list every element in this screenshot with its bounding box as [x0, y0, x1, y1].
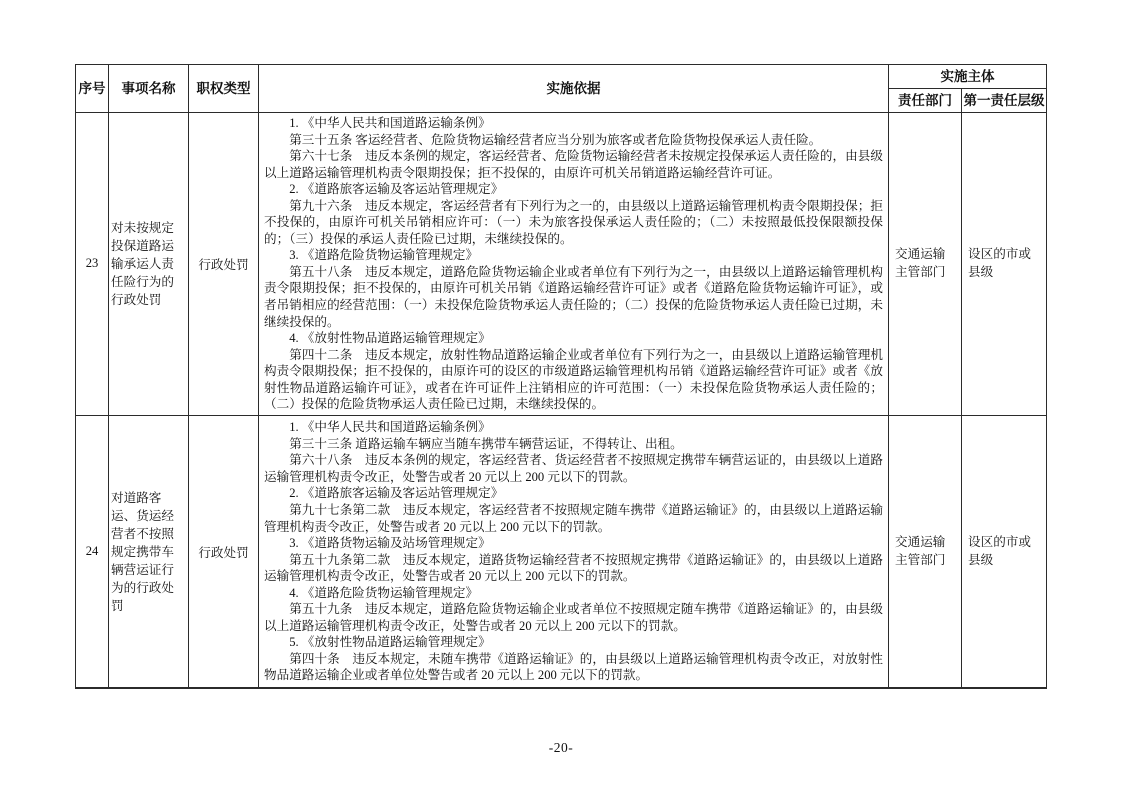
- table-row-23: [76, 113, 1047, 416]
- basis-paragraph: 第五十九条第二款 违反本规定，道路货物运输经营者不按照规定携带《道路运输证》的，由县级以上道路运输管理机构责令改正，处警告或者 20 元以上 200 元以下的罚款。: [264, 552, 883, 584]
- basis-paragraph: 3. 《道路危险货物运输管理规定》: [289, 248, 479, 263]
- header-first-responsibility-level: 第一责任层级: [962, 89, 1047, 113]
- cell-first-responsibility-level: 设区的市或县级: [962, 113, 1047, 416]
- table-header: [76, 65, 1047, 113]
- basis-paragraph: 第三十三条 道路运输车辆应当随车携带车辆营运证，不得转让、出租。: [289, 436, 683, 451]
- basis-paragraph: 5. 《放射性物品道路运输管理规定》: [289, 635, 491, 650]
- header-item-name: 事项名称: [109, 65, 189, 113]
- basis-paragraph: 第六十七条 违反本条例的规定，客运经营者、危险货物运输经营者未按规定投保承运人责任险的，由县级以上道路运输管理机构责令限期投保；拒不投保的，由原许可机关吊销道路运输经营许可证。: [264, 149, 883, 180]
- cell-first-responsibility-level: 设区的市或县级: [962, 415, 1047, 688]
- basis-paragraph: 第三十五条 客运经营者、危险货物运输经营者应当分别为旅客或者危险货物投保承运人责任险。: [289, 132, 822, 147]
- header-responsible-department: 责任部门: [889, 89, 962, 113]
- cell-implementation-basis: [259, 415, 889, 688]
- basis-paragraph: 第九十七条第二款 违反本规定，客运经营者不按照规定随车携带《道路运输证》的，由县级以上道路运输管理机构责令改正，处警告或者 20 元以上 200 元以下的罚款。: [264, 502, 883, 534]
- header-authority-type: 职权类型: [189, 65, 259, 113]
- basis-paragraph: 4. 《道路危险货物运输管理规定》: [289, 585, 479, 600]
- basis-paragraph: 1. 《中华人民共和国道路运输条例》: [289, 420, 491, 435]
- basis-paragraph: 2. 《道路旅客运输及客运站管理规定》: [289, 182, 504, 197]
- basis-paragraph: 第五十八条 违反本规定，道路危险货物运输企业或者单位有下列行为之一，由县级以上道路运输管理机构责令限期投保；拒不投保的，由原许可机关吊销《道路运输经营许可证》或者《道路危险货物运输许可证》，或者吊销相应的经营范围：（一）未投保危险货物承运人责任险的；（二）投保的危险货物承运人责任险已过期，未继续投保的。: [264, 264, 883, 329]
- header-implementation-subject: 实施主体: [889, 65, 1047, 89]
- basis-paragraph: 2. 《道路旅客运输及客运站管理规定》: [289, 486, 504, 501]
- basis-paragraph: 3. 《道路货物运输及站场管理规定》: [289, 536, 491, 551]
- basis-paragraph: 4. 《放射性物品道路运输管理规定》: [289, 331, 491, 346]
- header-implementation-basis: 实施依据: [259, 65, 889, 113]
- cell-responsible-department: 交通运输主管部门: [889, 415, 962, 688]
- cell-authority-type: 行政处罚: [189, 113, 259, 416]
- cell-seq-no: 23: [76, 113, 109, 416]
- basis-paragraph: 第四十二条 违反本规定，放射性物品道路运输企业或者单位有下列行为之一，由县级以上道路运输管理机构责令限期投保；拒不投保的，由原许可的设区的市级道路运输管理机构吊销《道路运输经营许可证》或者《放射性物品道路运输许可证》，或者在许可证件上注销相应的许可范围：（一）未投保危险货物承运人责任险的；（二）投保的危险货物承运人责任险已过期，未继续投保的。: [264, 347, 883, 412]
- cell-item-name: 对道路客运、货运经营者不按照规定携带车辆营运证行为的行政处罚: [109, 415, 189, 688]
- basis-paragraph: 第四十条 违反本规定，未随车携带《道路运输证》的，由县级以上道路运输管理机构责令改正，对放射性物品道路运输企业或者单位处警告或者 20 元以上 200 元以下的罚款。: [264, 651, 883, 683]
- authority-items-table: [75, 64, 1047, 689]
- cell-seq-no: 24: [76, 415, 109, 688]
- basis-paragraph: 第九十六条 违反本规定，客运经营者有下列行为之一的，由县级以上道路运输管理机构责令限期投保；拒不投保的，由原许可机关吊销相应许可：（一）未为旅客投保承运人责任险的；（二）未按照最低投保限额投保的；（三）投保的承运人责任险已过期，未继续投保的。: [264, 198, 883, 246]
- basis-paragraph: 1. 《中华人民共和国道路运输条例》: [289, 116, 491, 130]
- page-number: -20-: [548, 740, 574, 755]
- table-row-24: [76, 415, 1047, 688]
- basis-paragraph: 第六十八条 违反本条例的规定，客运经营者、货运经营者不按照规定携带车辆营运证的，由县级以上道路运输管理机构责令改正，处警告或者 20 元以上 200 元以下的罚款。: [264, 453, 883, 484]
- basis-paragraph: 第五十九条 违反本规定，道路危险货物运输企业或者单位不按照规定随车携带《道路运输证》的，由县级以上道路运输管理机构责令改正，处警告或者 20 元以上 200 元以下的罚款。: [264, 602, 883, 633]
- cell-responsible-department: 交通运输主管部门: [889, 113, 962, 416]
- header-seq-no: 序号: [76, 65, 109, 113]
- cell-authority-type: 行政处罚: [189, 415, 259, 688]
- cell-item-name: 对未按规定投保道路运输承运人责任险行为的行政处罚: [109, 113, 189, 416]
- cell-implementation-basis: [259, 113, 889, 416]
